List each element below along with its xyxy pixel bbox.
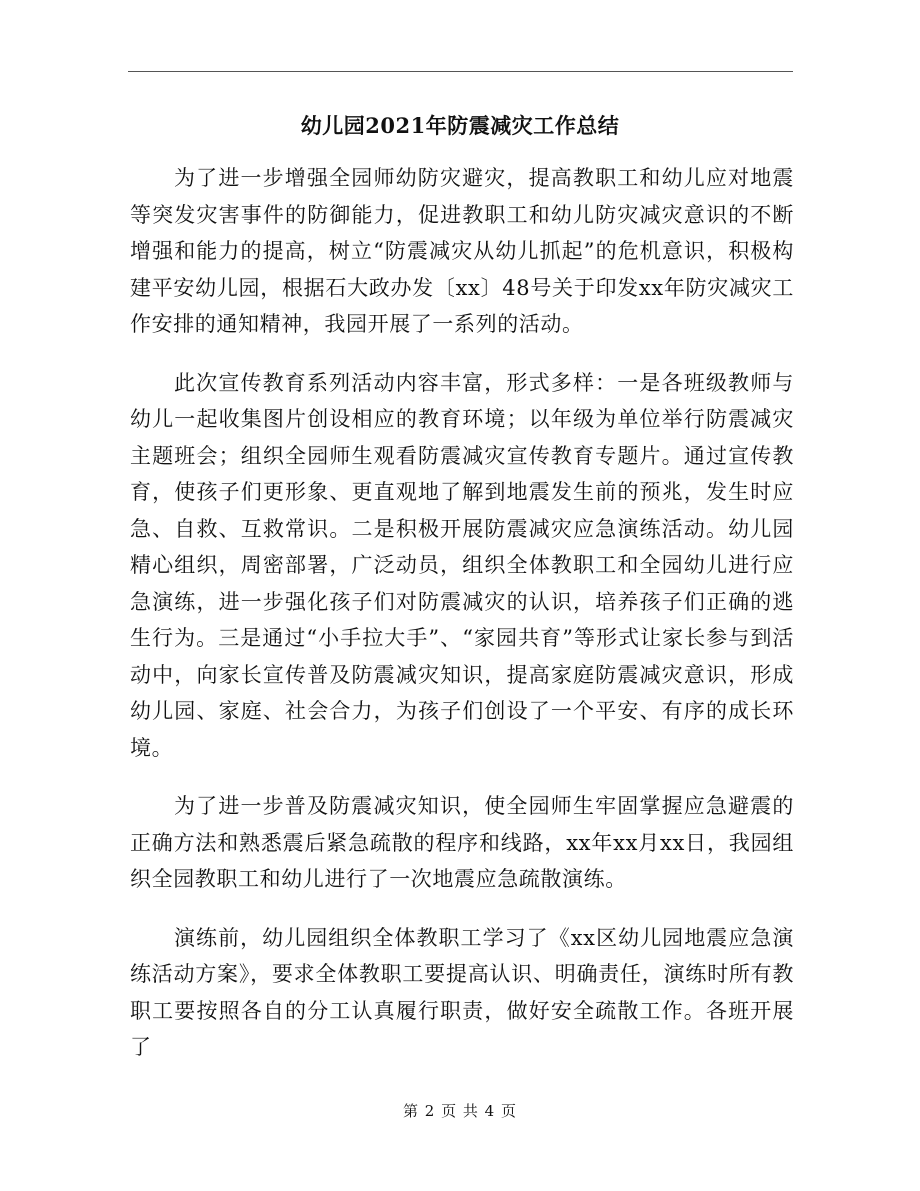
paragraph-2: 此次宣传教育系列活动内容丰富，形式多样：一是各班级教师与幼儿一起收集图片创设相应的教育环境；以年级为单位举行防震减灾主题班会；组织全园师生观看防震减灾宣传教育专题片。通过宣传教育，使孩子们更形象、更直观地了解到地震发生前的预兆，发生时应急、自救、互救常识。二是积极开展防震减灾应急演练活动。幼儿园精心组织，周密部署，广泛动员，组织全体教职工和全园幼儿进行应急演练，进一步强化孩子们对防震减灾的认识，培养孩子们正确的逃生行为。三是通过“小手拉大手”、“家园共育”等形式让家长参与到活动中，向家长宣传普及防震减灾知识，提高家庭防震减灾意识，形成幼儿园、家庭、社会合力，为孩子们创设了一个平安、有序的成长环境。 — [130, 370, 794, 760]
paragraph-4: 演练前，幼儿园组织全体教职工学习了《xx区幼儿园地震应急演练活动方案》，要求全体教职工要提高认识、明确责任，演练时所有教职工要按照各自的分工认真履行职责，做好安全疏散工作。各班开展了 — [130, 925, 794, 1059]
paragraph-1: 为了进一步增强全园师幼防灾避灾，提高教职工和幼儿应对地震等突发灾害事件的防御能力，促进教职工和幼儿防灾减灾意识的不断增强和能力的提高，树立“防震减灾从幼儿抓起”的危机意识，积极构建平安幼儿园，根据石大政办发〔xx〕48号关于印发xx年防灾减灾工作安排的通知精神，我园开展了一系列的活动。 — [130, 166, 794, 336]
page-number: 第 2 页 共 4 页 — [403, 1102, 517, 1120]
header-rule — [128, 71, 793, 72]
document-title: 幼儿园2021年防震减灾工作总结 — [300, 113, 620, 138]
document-body — [130, 160, 794, 1088]
paragraph-3: 为了进一步普及防震减灾知识，使全园师生牢固掌握应急避震的正确方法和熟悉震后紧急疏散的程序和线路，xx年xx月xx日，我园组织全园教职工和幼儿进行了一次地震应急疏散演练。 — [130, 794, 794, 891]
